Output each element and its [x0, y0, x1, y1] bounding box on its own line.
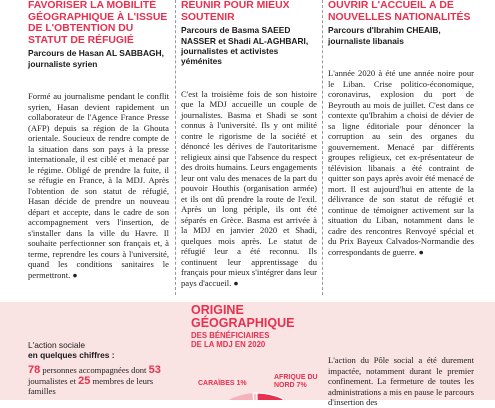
action-sociale-figures: [28, 365, 168, 397]
figure-accompanied: 78: [28, 364, 41, 376]
origine-title: [191, 304, 326, 330]
figure-family-members: 25: [78, 374, 91, 387]
action-heading-line1: L'action sociale: [28, 340, 86, 350]
origine-title-line1: ORIGINE: [191, 303, 244, 317]
pole-social-body: L'action du Pôle social a été durement impactée, notamment durant le premier confinement. La fermeture de toutes les administrations a mis en pause le parcours d'insertion des: [328, 355, 474, 407]
figure-text-4: familles: [28, 386, 56, 396]
figure-text-2: journalistes et: [28, 375, 79, 386]
article-body-3: L'année 2020 à été une année noire pour le Liban. Crise politico-économique, coronavirus, explosion du port de Beyrouth au mois de juillet. C'est dans ce contexte qu'Ibrahim a choisi de dévier de sa ligne éditoriale pour dénoncer la corruption au sein des organes du gouvernement. Menacé par différents groupes religieux, cet ex-présentateur de télévision libanais a été contraint de quitter son pays après avoir été menacé de mort. Il est aujourd'hui en attente de la délivrance de son statut de réfugié et continue de témoigner activement sur la situation du Liban, notamment dans le cadre des rencontres Renvoyé spécial et du Prix Bayeux Calvados-Normandie des correspondants de guerre. ●: [328, 68, 474, 257]
pie-label-caraibes: CARAÏBES 1%: [198, 380, 247, 387]
action-sociale-heading: [28, 340, 168, 361]
origine-subtitle-line1: DES BÉNÉFICIAIRES: [191, 331, 270, 340]
article-title-1: FAVORISER LA MOBILITÉ GÉOGRAPHIQUE À L'ISSUE DE L'OBTENTION DU STATUT DE RÉFUGIÉ: [28, 0, 168, 46]
figure-text-3: membres de leurs: [90, 375, 154, 386]
article-column-1: [28, 0, 169, 280]
article-title-3: OUVRIR L'ACCUEIL À DE NOUVELLES NATIONALITÉS: [328, 0, 471, 23]
figure-text-1: personnes accompagnées dont: [40, 365, 149, 375]
article-subtitle-2: Parcours de Basma SAEED NASSER et Shadi AL-AGHBARI, journalistes et activistes yéménites: [181, 25, 309, 67]
column-divider-2: [322, 0, 323, 295]
action-heading-line2: en quelques chiffres :: [28, 350, 115, 361]
article-title-2: RÉUNIR POUR MIEUX SOUTENIR: [181, 0, 290, 23]
article-column-3: [328, 0, 474, 257]
article-column-2: [181, 0, 317, 288]
article-subtitle-1: Parcours de Hasan AL SABBAGH, journaliste syrien: [28, 48, 164, 69]
article-subtitle-3: Parcours d'Ibrahim CHEAIB, journaliste libanais: [328, 25, 441, 46]
article-body-2: C'est la troisième fois de son histoire que la MDJ accueille un couple de journalistes. Basma et Shadi se sont connus à l'université. Ils y ont milité contre le rigorisme de la société et dénoncé les dérives de l'autoritarisme religieux ainsi que l'absence du respect des droits humains. Leurs engagements leur ont valu des menaces de la part du pouvoir Houthis (organisation armée) et ils ont dû prendre la route de l'exil. Après un long périple, ils ont été séparés en Grèce. Basma est arrivée à la MDJ en janvier 2020 et Shadi, quelques mois après. Le statut de réfugié leur a été reconnu. Ils continuent leur apprentissage du français pour mieux s'intégrer dans leur pays d'accueil. ●: [181, 88, 317, 288]
origine-subtitle-line2: DE LA MDJ EN 2020: [191, 339, 266, 349]
pie-label-afrique-nord: AFRIQUE DU NORD 7%: [274, 374, 318, 389]
article-body-1: Formé au journalisme pendant le conflit syrien, Hasan devient rapidement un collaborateur de l'Agence France Presse (AFP) depuis sa région de la Ghouta orientale. Soucieux de rendre compte de la situation dans son pays à la presse internationale, il est ciblé et menacé par le régime. Obligé de prendre la fuite, il se réfugie en France, à la MDJ. Après l'obtention de son statut de réfugié, Hasan décide de prendre un nouveau départ et accepte, dans le cadre de son accompagnement vers l'insertion, de s'installer dans la ville du Havre. Il souhaite perfectionner son français et, à terme, reprendre les cours à l'université, quand les conditions sanitaires le permettront. ●: [28, 91, 169, 280]
column-divider-1: [175, 0, 176, 295]
figure-journalists: 53: [148, 364, 161, 376]
origine-title-line2: GÉOGRAPHIQUE: [191, 316, 295, 331]
origine-subtitle: [191, 332, 321, 350]
